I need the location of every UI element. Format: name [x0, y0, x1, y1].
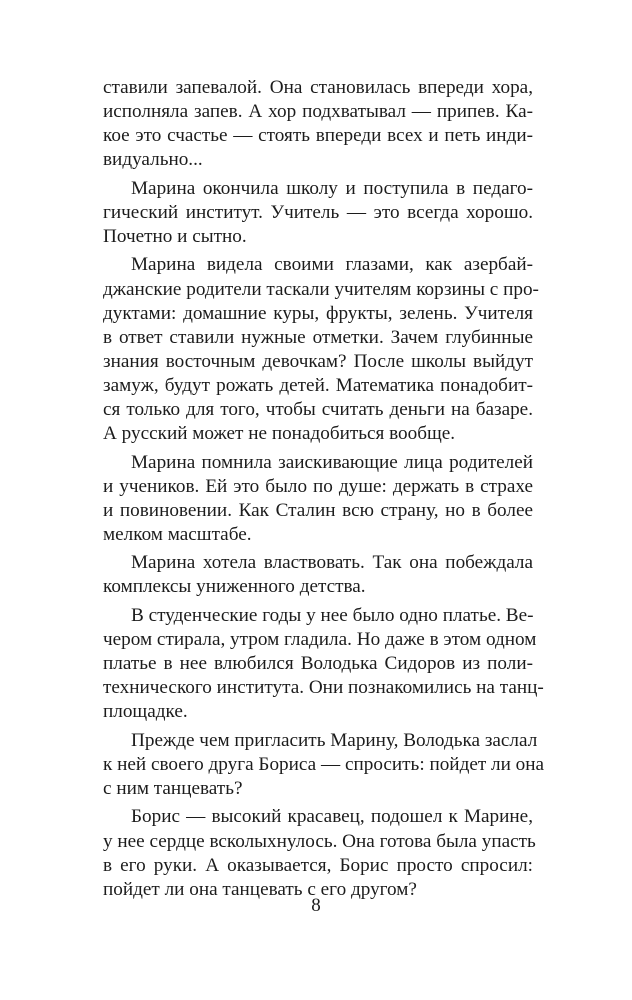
- text-line: и повиновении. Как Сталин всю страну, но в более: [103, 499, 533, 521]
- paragraph: [103, 451, 533, 547]
- text-line: Марина хотела властвовать. Так она побеждала: [131, 552, 533, 574]
- text-line: мелком масштабе.: [103, 523, 252, 545]
- text-line: пойдет ли она танцевать с его другом?: [103, 878, 417, 900]
- text-line: ставили запевалой. Она становилась впереди хора,: [103, 77, 533, 98]
- text-line: кое это счастье — стоять впереди всех и петь инди-: [103, 125, 533, 147]
- paragraph: [103, 551, 533, 599]
- text-line: в его руки. А оказывается, Борис просто спросил:: [103, 854, 533, 876]
- text-line: с ним танцевать?: [103, 777, 243, 799]
- text-line: площадке.: [103, 701, 188, 723]
- text-line: знания восточным девочкам? После школы выйдут: [103, 350, 533, 372]
- text-line: дуктами: домашние куры, фрукты, зелень. Учителя: [103, 302, 533, 324]
- text-line: Борис — высокий красавец, подошел к Марине,: [131, 806, 533, 828]
- text-line: видуально...: [103, 149, 203, 171]
- text-line: замуж, будут рожать детей. Математика понадобит-: [103, 374, 533, 396]
- page-number: 8: [311, 895, 321, 916]
- text-line: гический институт. Учитель — это всегда хорошо.: [103, 201, 533, 223]
- text-line: в ответ ставили нужные отметки. Зачем глубинные: [103, 326, 533, 348]
- text-line: ся только для того, чтобы считать деньги на базаре.: [103, 399, 533, 420]
- text-line: Марина видела своими глазами, как азербай-: [131, 254, 533, 276]
- paragraph: [103, 177, 533, 249]
- text-line: исполняла запев. А хор подхватывал — припев. Ка-: [103, 101, 533, 123]
- text-line: и учеников. Ей это было по душе: держать в страхе: [103, 475, 533, 497]
- text-line: Почетно и сытно.: [103, 225, 247, 247]
- text-line: комплексы униженного детства.: [103, 576, 366, 598]
- text-line: Марина помнила заискивающие лица родителей: [131, 451, 533, 473]
- paragraph: [103, 805, 536, 901]
- text-line: у нее сердце всколыхнулось. Она готова была упасть: [103, 830, 536, 852]
- text-line: джанские родители таскали учителям корзины с про-: [103, 278, 539, 300]
- text-line: Прежде чем пригласить Марину, Володька заслал: [131, 729, 538, 751]
- text-line: технического института. Они познакомились на танц-: [103, 677, 544, 699]
- text-line: Марина окончила школу и поступила в педаго-: [131, 177, 533, 199]
- paragraph: [103, 729, 545, 801]
- paragraph: [103, 604, 544, 724]
- text-line: чером стирала, утром гладила. Но даже в этом одном: [103, 629, 537, 651]
- paragraph: [103, 253, 539, 446]
- text-line: платье в нее влюбился Володька Сидоров из поли-: [103, 653, 533, 675]
- text-line: А русский может не понадобиться вообще.: [103, 423, 456, 445]
- paragraph: [103, 76, 533, 172]
- text-line: В студенческие годы у нее было одно платье. Ве-: [131, 604, 534, 626]
- body-text: [103, 76, 545, 906]
- text-line: к ней своего друга Бориса — спросить: пойдет ли она: [103, 753, 545, 775]
